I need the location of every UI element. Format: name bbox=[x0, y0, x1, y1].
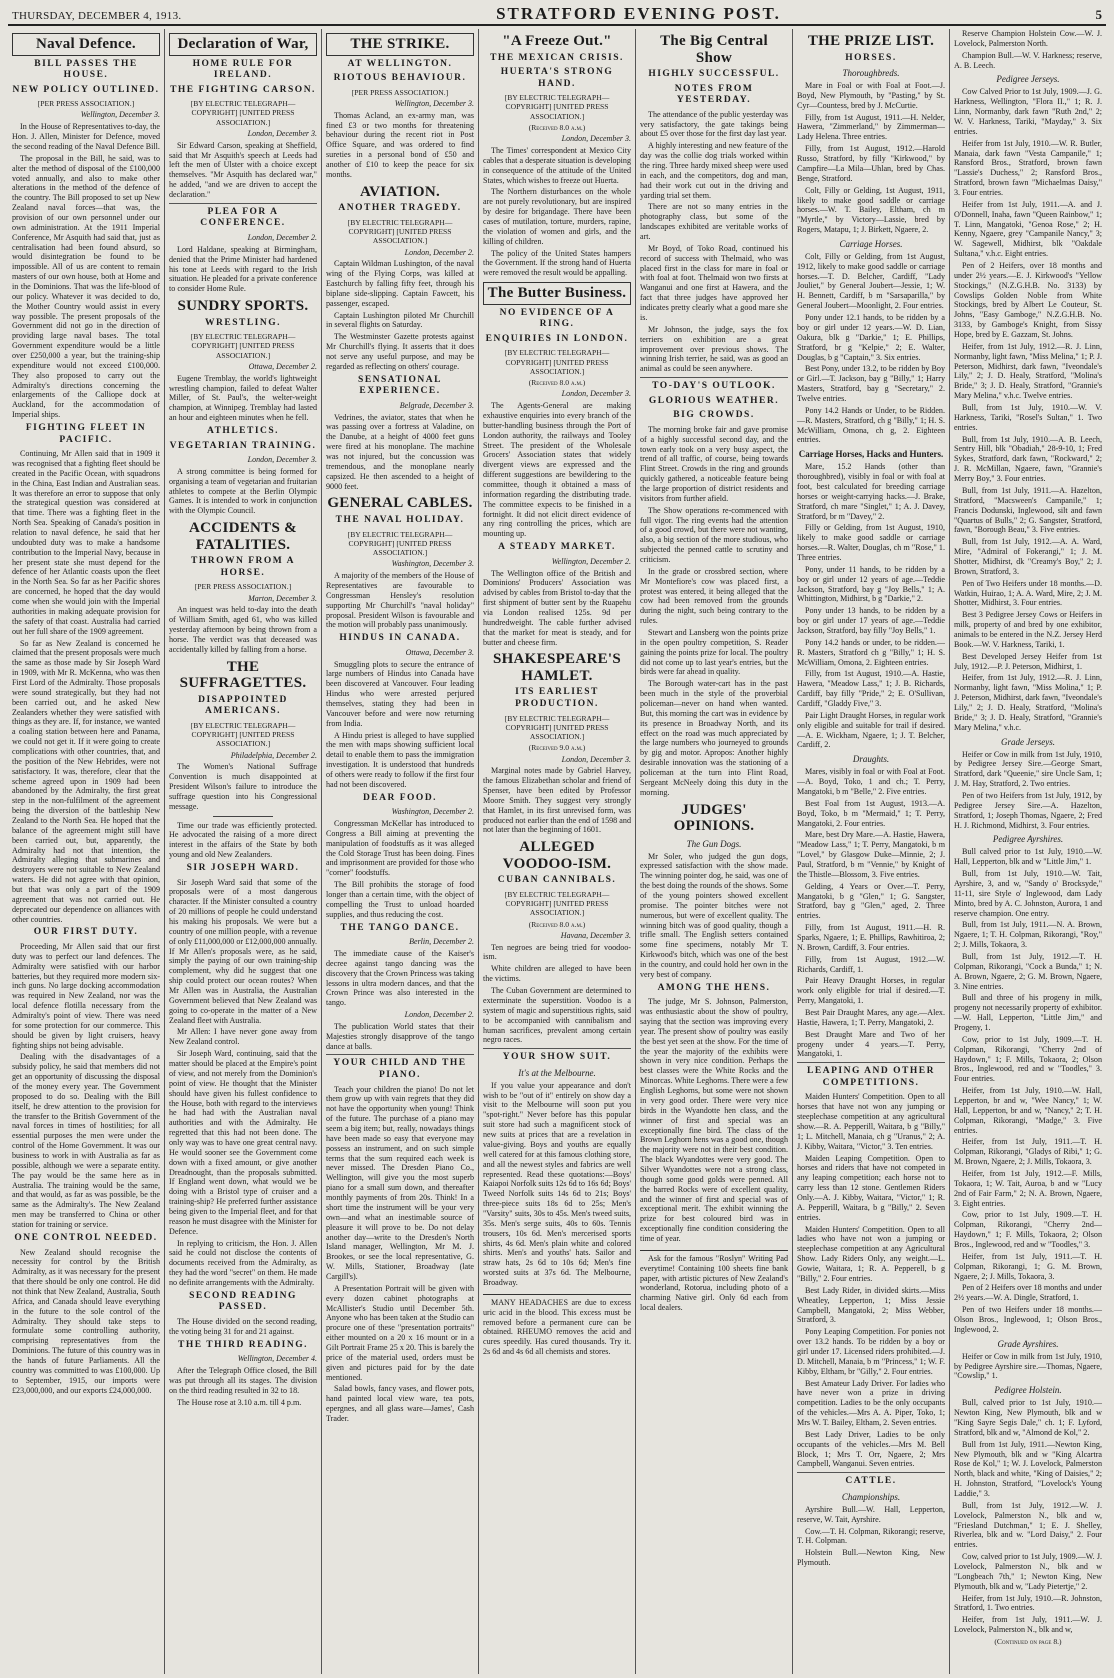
dateline: Washington, December 3. bbox=[391, 559, 474, 569]
class-heading: Carriage Horses, Hacks and Hunters. bbox=[798, 449, 944, 460]
prize-entry: Bull calved prior to 1st July, 1910.—W. Hall, Lepperton, blk and w "Little Jim," 1. bbox=[954, 847, 1102, 867]
section-headline: AVIATION. bbox=[359, 183, 441, 200]
headline: Naval Defence. bbox=[12, 33, 160, 56]
advertisement: Ask for the famous "Roslyn" Writing Pad everytime! Containing 100 sheets fine bank paper, with artistic pictures of New Zealand's wonderland, Rotorua, including photo of a charming Native girl. Only 6d each from local dealers. bbox=[640, 1250, 788, 1313]
section-headline: SUNDRY SPORTS. bbox=[177, 298, 309, 315]
paragraph: Mr Boyd, of Toko Road, continued his record of success with Thelmaid, who was placed first in the class for mare in foal or with foal at foot. Thelmaid won two firsts at Wanganui and one first at Hawera, and the fact that three judges have approved her indicates pretty clearly what a good mare she is. bbox=[640, 243, 788, 322]
subheading: OUR FIRST DUTY. bbox=[33, 927, 139, 938]
paragraph: In the House of Representatives to-day, the Hon. J. Allen, Minister for Defence, moved the second reading of the Naval Defence Bill. bbox=[12, 122, 160, 151]
prize-entry: Heifer from 1st July, 1911.—A. and J. O'Donnell, Inaha, fawn "Queen Rainbow," 1; T. Linn, Mangatoki, "Genoa Rose," 2; H. Kenny, Ngaere, grey "Campanile Nancy," 3; W. Sagewell, Midhirst, blk "Oakdale Sultana," v.h.c. Eight entries. bbox=[954, 199, 1102, 259]
prize-entry: Heifer, from 1st July, 1912.—R. J. Linn, Normanby, light fawn, "Miss Molina," 1; P. J. Peterson, Midhirst, dark fawn, "Iveondale's Lily," 2; J. D. Healy, Stratford, "Molina's Bride," 3; J. D. Healy, Stratford, "Grannie's Mary Melina," v.h.c. bbox=[954, 673, 1102, 732]
prize-entry: Cow, prior to 1st July, 1909.—T. H. Colpman, Rikorangi, "Cherry 2nd of Haydown," 1; F. Mills, Tokaora, 2; Olson Bros., Inglewood, red and w "Toodles," 3. Four entries. bbox=[954, 1034, 1102, 1084]
subheading: ENQUIRIES IN LONDON. bbox=[485, 333, 629, 344]
class-heading: Grade Jerseys. bbox=[1001, 736, 1055, 747]
press-credit: [PER PRESS ASSOCIATION.] bbox=[37, 99, 135, 109]
section-headline: ALLEGED VOODOO-ISM. bbox=[502, 839, 612, 872]
prize-entry: Heifer, from 1st July, 1910.—W. Hall, Lepperton, br and w, "Wee Nancy," 1; W. Hall, Lepperton, br and w, "Nancy," 2; T. H. Colpman, Rikorangi, "Madge," 3. Five entries. bbox=[954, 1086, 1102, 1135]
paragraph: The Show operations re-commenced with full vigor. The ring events had the attention of a good crowd, but there were not wanting, also, a big section of the more studious, who subjected the penned cattle to scrutiny and criticism. bbox=[640, 505, 788, 564]
section-headline: JUDGES' OPINIONS. bbox=[673, 801, 755, 835]
prize-entry: Filly or Gelding, from 1st August, 1910, likely to make good saddle or carriage horses.—R. Walter, Douglas, ch m "Rose," 1. Three entries. bbox=[797, 523, 945, 562]
prize-entry: Heifer from 1st July, 1910.—W. R. Butler, Manaia, dark fawn "Vesta Campanile," 1; Ransford Bros., Stratford, brown fawn "Lassie's Duchess," 2; Ransford Bros., Stratford, brown fawn "Michaelmas Daisy," 3. Four entries. bbox=[954, 138, 1102, 197]
prize-entry: Cow, calved prior to 1st July, 1909.—W. J. Lovelock, Palmerston N., blk and w "Longbeach 7th," 1; Newton King, New Plymouth, blk and w, "Lady Pietertje," 2. bbox=[954, 1552, 1102, 1591]
prize-entry: Bull, calved prior to 1st July, 1910.—Newton King, New Plymouth, blk and w "King Sayre Segis Dale," ch. 1; F. Lyford, Stratford, blk and w, "Almond de Kol," 2. bbox=[954, 1398, 1102, 1437]
prize-entry: Best Pair Draught Mares, any age.—Alex. Hastie, Hawera, 1; T. Perry, Mangatoki, 2. bbox=[797, 1008, 945, 1027]
continued-note: (Continued on page 8.) bbox=[994, 1637, 1062, 1647]
masthead bbox=[8, 4, 1106, 26]
paragraph: Proceeding, Mr Allen said that our first duty was to perfect our land defences. The Admiralty were satisfied with our harbor batteries, but they required more modern six-inch guns. No large docking accommodation was required in New Zealand, nor was the local defence flotilla necessary from the Admiralty's point of view. There was need for some protection for our commerce. This should be given by light cruisers, heavy fighting ships not being advisable. bbox=[12, 942, 160, 1050]
prize-entry: Best Lady Rider, in divided skirts.—Miss Wheatley, Lepperton, 1; Miss Jessie Campbell, Mangatoki, 2; Miss Webber, Stratford, 3. bbox=[797, 1285, 945, 1325]
paragraph: Congressman McKellar has introduced to Congress a Bill aiming at preventing the manipulation of foodstuffs as it was alleged the Cold Storage Trust has been doing. Fines and imprisonment are provided for those who "corner" foodstuffs. bbox=[326, 819, 474, 878]
prize-entry: Bull and three of his progeny in milk, progeny not necessarily property of exhibitor.—W. Hall, Lepperton, "Little Jim," and Progeny, 1. bbox=[954, 993, 1102, 1032]
prize-entry: Ayrshire Bull.—W. Hall, Lepperton, reserve, W. Tait, Ayrshire. bbox=[797, 1504, 945, 1524]
paragraph: New Zealand should recognise the necessity for control by the British Admiralty, as it was necessary for the present that there should be only one control. He did not think that New Zealand, Australia, South Africa, and Canada should leave everything in the future to the sole control of the Admiralty. They should take steps to formulate some controlling authority, comprising representatives from the Dominions. The future of this country was in the hands of future Parliaments. All the country was committed to was £100,000. Up to September, 1915, our imports were £23,000,000, and our exports £24,000,000. bbox=[12, 1247, 160, 1395]
subheading: ONE CONTROL NEEDED. bbox=[14, 1232, 158, 1243]
headline: THE STRIKE. bbox=[326, 33, 474, 56]
subheading: DEAR FOOD. bbox=[362, 792, 438, 803]
prize-entry: Filly, from 1st August, 1911.—H. Nelder, Hawera, "Zimmerland," by Zimmerman—Lady Helena. Three entries. bbox=[797, 112, 945, 142]
paragraph: Thomas Acland, an ex-army man, was fined £3 or two months for threatening behaviour during the recent riot in Post Office Square, and was ordered to find sureties in a personal bond of £50 and another of £10 to keep the peace for six months. bbox=[326, 110, 474, 179]
prize-entry: Best Lady Driver, Ladies to be only occupants of the vehicles.—Mrs M. Bell Block, 1; Mrs T. Orr, Ngaere, 2; Mrs Campbell, Wanganui. Seven entries. bbox=[797, 1429, 945, 1469]
paragraph: The Cuban Government are determined to exterminate the superstition. Voodoo is a system of magic and superstitious rights, said to be accompanied with cannibalism and human sacrifices, prevalent among certain negro races. bbox=[483, 986, 631, 1045]
dateline: Ottawa, December 3. bbox=[405, 647, 474, 657]
prize-entry: Pen of two Heifers from 1st July, 1912, by Pedigree Jersey Sire.—A. Hazelton, Stratford, 1; Joseph Thomas, Ngaere, 2; Fred H. J. Richmond, Midhirst, 3. Four entries. bbox=[954, 790, 1102, 830]
subheading: SIR JOSEPH WARD. bbox=[186, 863, 300, 874]
paragraph: In replying to criticism, the Hon. J. Allen said he could not disclose the contents of documents received from the Admiralty, as they had the word "secret" on them. He made no definite arrangements with the Admiralty. bbox=[169, 1238, 317, 1287]
paragraph: Stewart and Lansberg won the points prize in the open poultry competition, S. Reader gaining the points prize for local. The poultry did not come up to last year's entries, but the birds were far ahead in quality. bbox=[640, 628, 788, 677]
paragraph: In the grade or crossbred section, where Mr Montefiore's cow was placed first, a protest was entered, it being alleged that the cow had been removed from the grounds during the night, such being contrary to the rules. bbox=[640, 566, 788, 626]
prize-entry: Best Developed Jersey Heifer from 1st July, 1912.—P. J. Peterson, Midhirst, 1. bbox=[954, 651, 1102, 671]
prize-entry: Filly, from 1st August, 1910.—A. Hastie, Hawera, "Meadow Lass," 1; J. B. Richards, Cardiff, bay filly "Pride," 2; E. O'Sullivan, Cardiff, "Gladdy Five," 3. bbox=[797, 669, 945, 708]
column-declaration-of-war bbox=[165, 29, 322, 1674]
prize-entry: Pony 14.2 hands or under, to be ridden.—R. Masters, Stratford ch g "Billy," 1; H. S. McWilliam, Omona, 2. Eighteen entries. bbox=[797, 637, 945, 667]
prize-entry: Mare in Foal or with Foal at Foot.—J. Boyd, New Plymouth, by "Pasting," by St. Cyr—Countess, bred by J. McCurtie. bbox=[797, 81, 945, 110]
dateline: Marton, December 3. bbox=[248, 593, 317, 603]
prize-entry: Best Draught Mare and Two of her progeny under 4 years.—T. Perry, Mangatoki, 1. bbox=[797, 1029, 945, 1059]
subheading: THE NAVAL HOLIDAY. bbox=[335, 514, 465, 525]
paragraph: A strong committee is being formed for organising a team of vegetarian and fruitarian athletes to compete at the Berlin Olympic Games. It is intended to work in conjunction with the Olympic Council. bbox=[169, 466, 317, 516]
prize-entry: Mare, 15.2 Hands (other than thoroughbred), visibly in foal or with foal at foot, best calculated for breeding carriage horses or weight-carrying hacks.—J. Brake, Stratford, ch mare "Singlet," 1; A. J. Davey, Stratford, br m "Davey," 2. bbox=[797, 462, 945, 521]
prize-entry: Best 3 Pedigree Jersey Cows or Heifers in milk, property of and bred by one exhibitor, animals to be entered in the N.Z. Jersey Herd Book.—W. V. Harkness, Tariki, 1. bbox=[954, 610, 1102, 649]
paragraph: There are not so many entries in the photography class, but some of the landscapes exhibited are veritable works of art. bbox=[640, 202, 788, 242]
dateline: London, December 3. bbox=[561, 134, 631, 144]
column-freeze-out bbox=[479, 29, 636, 1674]
subheading: LEAPING AND OTHER COMPETITIONS. bbox=[797, 1062, 945, 1089]
dateline: Wellington, December 4. bbox=[237, 1354, 317, 1364]
paragraph: Mr Allen: I have never gone away from New Zealand control. bbox=[169, 1027, 317, 1047]
subheading: NOTES FROM YESTERDAY. bbox=[674, 83, 754, 106]
subheading: THE MEXICAN CRISIS. bbox=[490, 52, 624, 63]
class-heading: Pedigree Ayrshires. bbox=[992, 834, 1064, 845]
subheading: SENSATIONAL EXPERIENCE. bbox=[358, 374, 442, 397]
dateline: Wellington, December 3. bbox=[394, 98, 474, 108]
prize-entry: Bull, from 1st July, 1910.—W. V. Harkness, Tariki, "Rosel's Sultan," 1. Two entries. bbox=[954, 403, 1102, 432]
advertisement: Salad bowls, fancy vases, and flower pots, hand painted local view ware, tea pots, epergnes, and all glass ware—James', Cash Trader. bbox=[326, 1384, 474, 1423]
dateline: Philadelphia, December 2. bbox=[230, 750, 317, 760]
subheading: TO-DAY'S OUTLOOK. bbox=[640, 377, 788, 393]
subheading: PLEA FOR A CONFERENCE. bbox=[169, 203, 317, 230]
advertisement: MANY HEADACHES are due to excess uric acid in the blood. This excess must be removed before a permanent cure can be obtained. RHEUMO removes the acid and cures speedily. Has cured thousands. Try it. 2s 6d and 4s 6d all chemists and stores. bbox=[483, 1294, 631, 1357]
prize-entry: Pair Light Draught Horses, in regular work only eligible and suitable for trail if desired.—A. E. Wickham, Ngaere, 1; J. T. Belcher, Cardiff, 2. bbox=[797, 710, 945, 750]
paragraph: Sir Joseph Ward, continuing, said that the matter should be placed at the Empire's point of view, and not merely from the Dominion's point of view. He thought that the Minister should have given his fullest confidence to the House, both with regard to the interviews he had had with the Australian naval authorities and with the Admiralty. He regretted that this had not been done. The only way was to have one great central navy. He would sooner see the Government come down with a fixed amount, or give another Dreadnought, than the proposals submitted. If England went down, what would we be doing with a Bristol type of cruiser and a training-ship? He preferred further assistance being given to the Imperial fleet, and for that reason he must disagree with the Minister for Defence. bbox=[169, 1049, 317, 1236]
subheading: BIG CROWDS. bbox=[673, 410, 755, 421]
paragraph: The House rose at 3.10 a.m. till 4 p.m. bbox=[177, 1397, 302, 1407]
prize-entry: Pen of Two Heifers under 18 months.—D. Watkin, Huirao, 1; A. A. Ward, Mire, 2; J. M. Shotter, Midhirst, 3. Four entries. bbox=[954, 578, 1102, 608]
press-credit: [BY ELECTRIC TELEGRAPH—COPYRIGHT] [UNITED PRESS ASSOCIATION.] bbox=[190, 720, 296, 749]
paragraph: After the Telegraph Office closed, the Bill was put through all its stages. The division on the third reading resulted in 32 to 18. bbox=[169, 1366, 317, 1395]
press-credit: [BY ELECTRIC TELEGRAPH—COPYRIGHT] [UNITED PRESS ASSOCIATION.] bbox=[504, 93, 610, 121]
subheading: ITS EARLIEST PRODUCTION. bbox=[515, 687, 599, 709]
prize-entry: Heifer, from 1st July, 1911.—T. H. Colpman, Rikorangi, "Gladys of Ribi," 1; G. M. Brown, Ngaere, 2; J. Mills, Tokaora, 3. bbox=[954, 1137, 1102, 1167]
subheading: HUERTA'S STRONG HAND. bbox=[500, 67, 614, 89]
subheading: DISAPPOINTED AMERICANS. bbox=[198, 694, 288, 717]
dateline: London, December 3. bbox=[247, 455, 317, 465]
subheading: ANOTHER TRAGEDY. bbox=[338, 203, 462, 214]
prize-entry: Maiden Hunters' Competition. Open to all horses that have not won any jumping or steeplechase competition at any agricultural show.—R. A. Pepperill, Waitara, b g "Billy," 1; L. Mitchell, Manaia, ch g "Uranus," 2; A. J. Kibby, Waitara, "Victor," 3. Ten entries. bbox=[797, 1092, 945, 1151]
subheading: HORSES. bbox=[845, 52, 897, 63]
subheading: BILL PASSES THE HOUSE. bbox=[34, 58, 138, 81]
prize-entry: Best Foal from 1st August, 1913.—A. Boyd, Toko, b m "Mermaid," 1; T. Perry, Mangatoki, 2. Four entries. bbox=[797, 798, 945, 828]
paragraph: Continuing, Mr Allen said that in 1909 it was recognised that a fighting fleet should be created in the Pacific Ocean, with squadrons in the China, East Indian and Australian seas. It was therefore an error to suppose that only the strategical question was considered at that time. There was a fighting fleet in the North Sea. Speaking of Canada's position in relation to naval defence, he said that her undoubted duty was to make a handsome contribution to the Imperial Navy, because in her present state she must depend for the defence of her Atlantic coasts upon the fleet in the North Sea. So far as her Pacific shores are concerned, he hoped that the day would come when she would join with the Imperial authorities in making adequate provision for the safety of that coast. Australia had carried out her full share of the 1909 agreement. bbox=[12, 449, 160, 636]
paragraph: Lord Haldane, speaking at Birmingham, denied that the Prime Minister had hardened his tone at Leeds with regard to the Irish situation. He pleaded for a private conference to consider Home Rule. bbox=[169, 244, 317, 294]
subheading: THE FIGHTING CARSON. bbox=[170, 84, 316, 95]
subheading: The Gun Dogs. bbox=[686, 838, 742, 849]
prize-entry: Mare, best Dry Mare.—A. Hastie, Hawera, "Meadow Lass," 1; T. Perry, Mangatoki, b m "Lovel," by Glasgow Duke—Minnie, 2; J. Paul, Stratford, b m "Vennie," by Knight of the Thistle—Blossom, 3. Five entries. bbox=[797, 830, 945, 879]
subheading: AT WELLINGTON. bbox=[347, 58, 453, 69]
press-credit: [PER PRESS ASSOCIATION.] bbox=[351, 87, 449, 97]
prize-entry: Holstein Bull.—Newton King, New Plymouth. bbox=[797, 1548, 945, 1568]
received-time: (Received 8.0 a.m.) bbox=[528, 122, 586, 132]
prize-entry: Cow, prior to 1st July, 1909.—T. H. Colpman, Rikorangi, "Cherry 2nd—Haydown," 1; F. Mills, Tokaora, 2; Olson Bros., Inglewood, red and w "Toodles," 3. bbox=[954, 1210, 1102, 1250]
class-heading: Championships. bbox=[841, 1491, 901, 1502]
subheading: It's at the Melbourne. bbox=[518, 1067, 596, 1078]
headline: The Big Central Show bbox=[660, 33, 768, 66]
paragraph: The House divided on the second reading, the voting being 31 for and 21 against. bbox=[169, 1316, 317, 1336]
column-the-strike bbox=[322, 29, 479, 1674]
press-credit: [BY ELECTRIC TELEGRAPH—COPYRIGHT] [UNITED PRESS ASSOCIATION.] bbox=[347, 529, 453, 558]
prize-entry: Pen of 2 Heifers over 18 months and under 2½ years.—W. A. Dingle, Stratford, 1. bbox=[954, 1283, 1102, 1303]
prize-entry: Bull from 1st July, 1911.—Newton King, New Plymouth, blk and w "King Alcartra Rose de Kol," 1; W. J. Lovelock, Palmerston North, black and white, "King of Daisies," 2; H. Johnston, Stratford, "Lovelock's Young Laddie," 3. bbox=[954, 1439, 1102, 1498]
dateline: London, December 2. bbox=[247, 233, 317, 243]
prize-entry: Heifer, from 1st July, 1912.—R. J. Linn, Normanby, light fawn, "Miss Melina," 1; P. J. Peterson, Midhirst, dark fawn, "Iveondale's Lily," 2; J. D. Healy, Stratford, "Molina's Bride," 3; J. D. Healy, Stratford, "Grannie's Mary Melina," v.h.c. Twelve entries. bbox=[954, 341, 1102, 401]
prize-entry: Filly, from 1st August, 1912.—W. Richards, Cardiff, 1. bbox=[797, 954, 945, 974]
paragraph: The attendance of the public yesterday was very satisfactory, the gate takings being about £5 over those for the first day last year. bbox=[640, 109, 788, 139]
prize-entry: Bull, from 1st July, 1910.—W. Tait, Ayrshire, 3, and w, "Sandy o' Brocksyde," 11-11, sire Style o' Inglewood, dam Lady Minto, bred by A. C. Johnston, Aurora, 1 and reserve champion. One entry. bbox=[954, 869, 1102, 918]
prize-entry: Heifer or Cow in milk from 1st July, 1910, by Pedigree Ayrshire sire.—Thomas, Ngaere, "Cowslip," 1. bbox=[954, 1351, 1102, 1381]
prize-entry: Bull, from 1st July, 1911.—N. A. Brown, Ngaere, 1; T. H. Colpman, Rikorangi, "Roy," 2; J. Mills, Tokaora, 3. bbox=[954, 920, 1102, 950]
received-time: (Received 8.0 a.m.) bbox=[528, 919, 586, 929]
paragraph: Captain Wildman Lushington, of the naval wing of the Flying Corps, was killed at Eastchurch by falling fifty feet, through his biplane side-slipping. Captain Fawcett, his passenger, escaped. bbox=[326, 259, 474, 308]
paragraph: Sir Joseph Ward said that some of the proposals were of a most dangerous character. If the Minister consulted a country of 20 millions of people he could understand his making his proposals. We were but a country of one million people, with a revenue of only £11,000,000 or £12,000,000 annually. If Mr Allen's proposals were, as he said, simply the paying of our own training-ship complement, why did he suggest that one ship could protect our ocean routes? When Mr Allen was in Australia, the Australian Government believed that New Zealand was going to co-operate in the matter of a New Zealand fleet with Australia. bbox=[169, 877, 317, 1025]
dateline: Berlin, December 2. bbox=[409, 937, 474, 947]
dateline: London, December 3. bbox=[561, 754, 631, 764]
dateline: Belgrade, December 3. bbox=[399, 400, 474, 410]
section-headline: ACCIDENTS & FATALITIES. bbox=[189, 520, 297, 553]
paragraph: The Times' correspondent at Mexico City cables that a desperate situation is developing in consequence of the attitude of the United States, which wishes to freeze out Huerta. bbox=[483, 145, 631, 185]
paragraph: The Borough water-cart has in the past been much in the style of the proverbial policeman—never on hand when wanted. But, this morning the cart was in evidence by its presence in Broadway North, and its effect on the road was much appreciated by the large numbers who journeyed to grounds by gig and motor. Apropos: Another highly desirable innovation was the stationing of a policeman at the turn into Flint Road, Sergeant McNeely doing this duty in the morning. bbox=[640, 679, 788, 797]
prize-entry: Best Pony, under 13.2, to be ridden by Boy or Girl.—T. Jackson, bay g "Billy," 1; Harry Masters, Stratford, bay g "Secretary," 2. Twelve entries. bbox=[797, 364, 945, 403]
columns bbox=[8, 29, 1106, 1674]
subheading: FIGHTING FLEET IN PACIFIC. bbox=[25, 423, 147, 445]
advertisement: A Presentation Portrait will be given with every dozen cabinet photographs at McAllister's Studio until December 5th. Anyone who has been taken at the Studio can procure one of these "presentation portraits" either mounted on a 20 x 16 mount or in a Gilt Portrait Frame 25 x 20. This is barely the price of the material used, orders must be given and pictures paid for by the date mentioned. bbox=[326, 1283, 474, 1382]
paragraph: A highly interesting and new feature of the day was the collie dog trials worked within the ring. Three hardy mixed sheep were used in each, and the competitors, dog and man, had their work cut out in the driving and yarding trial set them. bbox=[640, 141, 788, 200]
subheading: THE TANGO DANCE. bbox=[340, 922, 460, 933]
prize-entry: Cow.—T. H. Colpman, Rikorangi; reserve, T. H. Colpman. bbox=[797, 1526, 945, 1546]
section-headline: GENERAL CABLES. bbox=[327, 495, 473, 512]
paragraph: Time our trade was efficiently protected. He advocated the raising of a more direct interest in the affairs of the State by both young and old New Zealanders. bbox=[169, 820, 317, 860]
press-credit: [BY ELECTRIC TELEGRAPH—COPYRIGHT] [UNITED PRESS ASSOCIATION.] bbox=[190, 99, 296, 127]
prize-entry: Bull, from 1st July, 1912.—A. A. Ward, Mire, "Admiral of Fokerangi," 1; J. M. Shotter, Midhirst, dk "Creamy's Boy," 2; J. Brown, Stratford, 3. bbox=[954, 537, 1102, 576]
prize-entry: Colt, Filly or Gelding, from 1st August, 1912, likely to make good saddle or carriage horses.—T. D. Belcher, Cardiff, "Lady Jouliet," by General Joubert—Jessie, 1; W. H. Bennett, Cardiff, b m "Sarsaparilla," by General Joubert—Moonlight, 2. Four entries. bbox=[797, 251, 945, 311]
subheading: CUBAN CANNIBALS. bbox=[497, 875, 617, 886]
prize-entry: Maiden Leaping Competition. Open to horses and riders that have not competed in any leaping competition; each horse not to carry less than 12 stone. Gentlemen Riders Only.—A. J. Kibby, Waitara, "Victor," 1; R. A. Pepperill, Waitara, b g "Billy," 2. Seven entries. bbox=[797, 1153, 945, 1222]
subheading: NO EVIDENCE OF A RING. bbox=[499, 307, 615, 330]
prize-entry: Pen of 2 Heifers, over 18 months and under 2½ years.—E. J. Kirkwood's "Yellow Stockings," (N.Z.G.H.B. No. 3133) by Cowslips Golden Noble from White Stockings, bred by Albert Le Couteur, St. Johns, "Easy Gamboge," N.Z.G.H.B. No. 3133, by Gamboge's Knight, from Sissy Hope, bred by E. Gazzam, St. Johns. bbox=[954, 261, 1102, 340]
subheading: GLORIOUS WEATHER. bbox=[648, 395, 780, 406]
press-credit: [BY ELECTRIC TELEGRAPH—COPYRIGHT] [UNITED PRESS ASSOCIATION.] bbox=[504, 713, 610, 742]
prize-entry: Pony 14.2 Hands or Under, to be Ridden.—R. Masters, Stratford, ch g "Billy," 1; H. S. McWilliam, Omona, ch g, 2. Eighteen entries. bbox=[797, 405, 945, 445]
paragraph: Marginal notes made by Gabriel Harvey, the famous Elizabethan scholar and friend of Spenser, have been edited by Professor Moore Smith. They suggest very strongly that Hamlet, in its first unrevised form, was produced not earlier than the end of 1598 and not later than the beginning of 1601. bbox=[483, 766, 631, 835]
prize-entry: Mares, visibly in foal or with Foal at Foot.—A. Boyd, Toko, 1 and ch.; T. Perry, Mangatoki, b m "Belle," 2. Five entries. bbox=[797, 767, 945, 796]
paragraph: White children are alleged to have been the victims. bbox=[483, 964, 631, 984]
prize-entry: Pony, under 11 hands, to be ridden by a boy or girl under 12 years of age.—Teddie Jackson, Stratford, bay g "Joy Bells," 1; A. Whittington, Midhirst, b g "Darkie," 2. bbox=[797, 564, 945, 604]
section-headline: The Butter Business. bbox=[483, 282, 631, 305]
subheading: VEGETARIAN TRAINING. bbox=[169, 440, 317, 451]
paragraph: The Women's National Suffrage Convention is much disappointed at President Wilson's failure to introduce the suffrage question into his Congressional message. bbox=[169, 762, 317, 811]
page-number: 5 bbox=[1095, 7, 1102, 22]
paragraph: Ten negroes are being tried for voodoo-ism. bbox=[483, 942, 631, 962]
dateline: Havana, December 3. bbox=[560, 930, 631, 940]
section-headline: SHAKESPEARE'S HAMLET. bbox=[492, 651, 622, 684]
prize-entry: Filly, from 1st August, 1911.—H. R. Sparks, Ngaere, 1; E. Phillips, Rawhitiroa, 2; N. Brown, Cardiff, 3. Four entries. bbox=[797, 923, 945, 952]
paragraph: The Bill prohibits the storage of food longer than a certain time, with the object of compelling the Trust to unload hoarded supplies, and thus reducing the cost. bbox=[326, 880, 474, 919]
paragraph: The policy of the United States hampers the Government. If the strong hand of Huerta were removed the result would be appalling. bbox=[483, 248, 631, 278]
subheading: YOUR CHILD AND THE PIANO. bbox=[326, 1054, 474, 1081]
prize-entry: Bull, from 1st July, 1912.—T. H. Colpman, Rikorangi, "Cock a Bunda," 1; N. A. Brown, Ngaere, 2; G. M. Brown, Ngaere, 3. Nine entries. bbox=[954, 951, 1102, 991]
class-heading: Grade Ayrshires. bbox=[997, 1338, 1059, 1349]
paragraph: The proposal in the Bill, he said, was to alter the method of disposal of the £100,000 voted annually, and also to make other alterations in the method of the defence of the country. The Bill proposed to set up New Zealand naval forces—that was, the provision of our own personnel under our own administration. At the 1911 Imperial Conference, Mr Asquith had said that, just as centralisation had been found absurd, so would disintegration be found to be impossible. All of us are content to remain masters of our own house, both at Home and in the Dominions. That was the life-blood of our policy. Whatever it was decided to do, the Mother Country would assist in every way possible. The present proposals of the Government did not go in the direction of providing large naval bases. The total Government expenditure would be a little over £250,000 a year, but the training-ship expenditure would not exceed £100,000. They also proposed to carry out the Admiralty's directions concerning the enlargements of the Calliope dock at Auckland, for the accommodation of Imperial ships. bbox=[12, 153, 160, 420]
paragraph: Mr Johnson, the judge, says the fox terriers on exhibition are a great improvement over previous shows. The winning Irish terrier, he said, was as good an animal as could be seen anywhere. bbox=[640, 324, 788, 374]
column-prize-list bbox=[793, 29, 950, 1674]
subheading: ATHLETICS. bbox=[206, 425, 280, 436]
paragraph: Vedrines, the aviator, states that when he was passing over a fortress at Valadine, on the Danube, at a height of 4000 feet guns were fired at his monoplane. The machine was not injured, but the concussion was tremendous, and the monoplane nearly capsized. He then ascended to a height of 9000 feet. bbox=[326, 412, 474, 491]
paragraph: The immediate cause of the Kaiser's decree against tango dancing was the discovery that the Crown Princess was taking lessons in ultra modern dances, and that the Crown Prince was also interested in the tango. bbox=[326, 948, 474, 1008]
prize-entry: Bull, from 1st July, 1911.—A. Hazelton, Stratford, "Macsween's Campanile," 1; Francis Dodunski, Inglewood, silt and fawn "Quartus of Bulls," 2; G. Sangster, Stratford, fawn, "Borough Beau," 3. Five entries. bbox=[954, 485, 1102, 535]
paragraph: The Wellington office of the British and Dominions' Producers' Association was advised by cables from Bristol to-day that the first shipment of butter sent by the Ruapehu via London realised 125s. 9d per hundredweight. The cable further advised that the market for meat is steady, and for butter and cheese firm. bbox=[483, 568, 631, 647]
paragraph: The Agents-General are making exhaustive enquiries into every branch of the butter-handling business through the Port of London authority, the railways and Tooley Street. The president of the Wholesale Grocers' Association states that widely divergent views are expressed and the different suggestions are bewildering to the committee, though it obtained a mass of information regarding the distributing trade. The committee expects to be finished in a fortnight. It did not elicit direct evidence of any ring controlling the prices, which are mounting up. bbox=[483, 401, 631, 539]
class-heading: Draughts. bbox=[852, 754, 890, 765]
subheading: AMONG THE HENS. bbox=[657, 982, 771, 993]
prize-entry: Bull, from 1st July, 1910.—A. B. Leech, Sentry Hill, blk "Obadiah," 28-9-10, 1; Fred Sykes, Stratford, dark fawn, "Rockward," 2; J. R. McMillan, Ngaere, fawn, "Grannie's Merry Boy," 3. Four entries. bbox=[954, 434, 1102, 484]
headline: THE PRIZE LIST. bbox=[807, 33, 935, 49]
paragraph: An inquest was held to-day into the death of William Smith, aged 61, who was killed yesterday afternoon by being thrown from a horse. The verdict was that deceased was accidentally killed by falling from a horse. bbox=[169, 605, 317, 654]
prize-entry: Pair Heavy Draught Horses, in regular work only eligible for trial if desired.—T. Perry, Mangatoki, 1. bbox=[797, 976, 945, 1006]
received-time: (Received 9.0 a.m.) bbox=[528, 743, 586, 753]
newspaper-title: STRATFORD EVENING POST. bbox=[496, 4, 781, 23]
paragraph: So far as New Zealand is concerned he claimed that the present proposals were much the same as those made by Sir Joseph Ward in 1909, with Mr R. McKenna, who was then First Lord of the Admiralty. Those proposals were sound strategically, but they had not been carried out, and he asked New Zealanders whether they were satisfied with things as they are. If, for instance, we wanted a coaling station between here and Panama, we could not get it. If it were going to create complications with other countries, that, and the position of the New Hebrides, were not satisfactory. It was, therefore, clear that the scheme agreed upon in 1909 had been abandoned by the Admiralty, the first great step in the non-fulfilment of the agreement being the diversion of the battleship New Zealand to the North Sea. He hoped that the balance of the agreement might still have been carried out, but, apparently, the Admiralty had not that intention, the Admiralty alleging that submarines and destroyers were not suitable to New Zealand waters. He did not agree with that opinion, but that was only a part of the 1909 agreement that was not carried out. He deprecated our dependence on alliances with other countries. bbox=[12, 638, 160, 924]
class-heading: Pedigree Holstein. bbox=[994, 1385, 1062, 1396]
dateline: London, December 3. bbox=[247, 128, 317, 138]
dateline: London, December 2. bbox=[404, 1010, 474, 1020]
prize-entry: Heifer, from 1st July, 1911.—T. H. Colpman, Rikorangi, 1; G. M. Brown, Ngaere, 2; J. Mills, Tokaora, 3. bbox=[954, 1251, 1102, 1281]
prize-entry: Pony under 13 hands, to be ridden by a boy or girl under 17 years of age.—Teddie Jackson, Stratford, bay filly "Joy Bells," 1. bbox=[797, 606, 945, 635]
prize-entry: Heifer or Cow in milk from 1st July, 1910, by Pedigree Jersey Sire.—George Smart, Stratford, dark "Queenie," sire Uncle Sam, 1; J. M. Hay, Stratford, 2. Two entries. bbox=[954, 749, 1102, 789]
class-heading: Carriage Horses. bbox=[839, 238, 903, 249]
dateline: Washington, December 2. bbox=[391, 807, 474, 817]
section-headline: THE SUFFRAGETTES. bbox=[179, 658, 307, 692]
press-credit: [BY ELECTRIC TELEGRAPH—COPYRIGHT] [UNITED PRESS ASSOCIATION.] bbox=[504, 889, 610, 918]
subheading: CATTLE. bbox=[797, 1472, 945, 1488]
paragraph: The judge, Mr S. Johnson, Palmerston, was enthusiastic about the show of poultry, saying that the section was improving every year. The present show of poultry was easily the best yet seen at the show. For the time of the year the majority of the exhibits were shown in very nice condition. Perhaps the best classes were the White Rocks and the Minorcas. White Leghorns. There were a few English Leghorns, but some were not shown in very good order. There were very nice birds in the Wyandotte hen class, and the winner of first and special was an exceptionally fine bird. The class of the Brown Leghorn hens was a good one, though the majority were not in their best condition. The black Wyandottes were very good. The Silver Wyandottes were not a strong class, though some good golds were penned. All the barred Rocks were of excellent quality, and the winner of first and special was of exceptional merit. The exhibit winning the prize for best coloured bird was in exceptionally fine condition considering the time of year. bbox=[640, 997, 788, 1243]
issue-date: THURSDAY, DECEMBER 4, 1913. bbox=[12, 10, 182, 22]
prize-entry: Best Amateur Lady Driver. For ladies who have never won a prize in driving competition. Ladies to be the only occupants of the vehicles.—Mrs A. A. Piper, Toko, 1; Mrs W. T. Bailey, Eltham, 2. Seven entries. bbox=[797, 1378, 945, 1427]
dateline: London, December 2. bbox=[404, 247, 474, 257]
paragraph: The publication World states that their Majesties strongly disapprove of the tango dance at balls. bbox=[326, 1021, 474, 1051]
prize-entry: Colt, Filly or Gelding, 1st August, 1911, likely to make good saddle or carriage horses.—W. T. Bailey, Eltham, ch m "Myrtle," by Victory—Lassie, bred by Rogers, Matapu, 1; J. Birkett, Ngaere, 2. bbox=[797, 185, 945, 235]
class-heading: Thoroughbreds. bbox=[842, 68, 900, 79]
press-credit: [BY ELECTRIC TELEGRAPH—COPYRIGHT] [UNITED PRESS ASSOCIATION.] bbox=[347, 217, 453, 246]
prize-entry: Cow Calved Prior to 1st July, 1909.—J. G. Harkness, Wellington, "Flora II.," 1; R. J. Linn, Normanby, dark fawn "Ruth 2nd," 2; W. V. Harkness, Tariki, "Mayday," 3. Six entries. bbox=[954, 87, 1102, 136]
subheading: THE THIRD READING. bbox=[177, 1339, 309, 1350]
column-naval-defence bbox=[8, 29, 165, 1674]
paragraph: Sir Edward Carson, speaking at Sheffield, said that Mr Asquith's speech at Leeds had left the men of Ulster with a choice except themselves. "Mr Asquith has declared war," he added, "and we are driven to accept the declaration." bbox=[169, 140, 317, 200]
press-credit: [BY ELECTRIC TELEGRAPH—COPYRIGHT] [UNITED PRESS ASSOCIATION.] bbox=[190, 332, 296, 360]
paragraph: Dealing with the disadvantages of a subsidy policy, he said that members did not get an opportunity of discussing the disposal of the money every year. The Government proposed to do so. Dealing with the Bill itself, he drew attention to the provision for the transfer to the British Government of the naval forces in times of hostilities; for all essential purposes the men were under the control of the Home Government. It was our business to work in with Australia as far as possible, although we were a separate entity. The pay would be the same here as in Australia. The training would be the same, and that would, as far as was possible, be the same as the Admiralty's. The New Zealand men may be transferred to China or other station for training or service. bbox=[12, 1052, 160, 1230]
subheading: WRESTLING. bbox=[205, 317, 281, 328]
prize-entry: Filly, from 1st August, 1912.—Harold Russo, Stratford, by filly "Kirkwood," by Campfire—La Mila—Uhlan, bred by Chas. Benge, Stratford. bbox=[797, 144, 945, 183]
paragraph: The morning broke fair and gave promise of a highly successful second day, and the town early took on a very busy aspect, the trend of all traffic, of course, being towards Flint Street. Crowds in the ring and grounds quickly gathered, a noticeable feature being the large proportion of district residents and visitors from further afield. bbox=[640, 424, 788, 503]
subheading: RIOTOUS BEHAVIOUR. bbox=[333, 73, 467, 84]
paragraph: Captain Lushington piloted Mr Churchill in several flights on Saturday. bbox=[326, 310, 474, 330]
subheading: THROWN FROM A HORSE. bbox=[191, 556, 295, 578]
prize-entry: Pen of two Heifers under 18 months.—Olson Bros., Inglewood, 1; Olson Bros., Inglewood, 2. bbox=[954, 1305, 1102, 1334]
received-time: (Received 8.0 a.m.) bbox=[528, 378, 586, 388]
prize-entry: Heifer, from 1st July, 1911.—W. J. Lovelock, Palmerston N., blk and w, bbox=[954, 1615, 1102, 1635]
subheading: HINDUS IN CANADA. bbox=[339, 633, 461, 644]
column-central-show bbox=[636, 29, 793, 1674]
prize-entry: Pony Leaping Competition. For ponies not over 13.2 hands. To be ridden by a boy or girl under 17. Licensed riders prohibited.—J. D. Mitchell, Manaia, b m "Princess," 1; W. F. Kibby, Eltham, br "Gilly," 2. Four entries. bbox=[797, 1327, 945, 1376]
prize-entry: Heifer, from 1st July, 1912.—F. Mills, Tokaora, 1; W. Tait, Auroa, b and w "Lucy 2nd of Fair Farm," 2; N. A. Brown, Ngaere, 3. Eight entries. bbox=[954, 1169, 1102, 1208]
dateline: London, December 3. bbox=[561, 389, 631, 399]
advertisement: If you value your appearance and don't wish to be "out of it" entirely on show day a visit to the Melbourne will soon put you "spot-right." Never before has this popular suit store had such a magnificent stock of new suits at prices that are a revelation in value-giving. Boys and youths are equally well catered for at this famous clothing store, and all the newest styles and fabrics are well represented. Read these quotations:—Boys' Kaiapoi Norfolk suits 12s 6d to 16s 6d; Boys' Tweed Norfolk suits 14s 6d to 21s; Boys' three-piece suits 18s 6d to 25s; Men's "Varsity" suits, 30s to 45s. Men's tweed suits, 35s. Men's serge suits, 40s to 60s. Tennis trousers, 10s 6d. Men's mercerised sports shirts, 4s 6d. Men's plain white and colored shirts. Men's and youths' hats. Sailor and straw hats, 2s 6d to 10s 6d; Men's fine worsted suits at 37s 6d. The Melbourne, Broadway. bbox=[483, 1080, 631, 1287]
paragraph: A majority of the members of the House of Representatives are favourable to Congressman Hensley's resolution supporting Mr Churchill's "naval holiday" proposal. President Wilson is favourable and the motion will probably pass unanimously. bbox=[326, 571, 474, 630]
prize-entry: Bull, from 1st July, 1912.—W. J. Lovelock, Palmerston N., blk and w, "Friesland Dutchman," 1; E. J. Shelley, Riverlea, blk and w. "Lord Daisy," 2. Four entries. bbox=[954, 1500, 1102, 1550]
dateline: Wellington, December 3. bbox=[80, 110, 160, 120]
press-credit: [PER PRESS ASSOCIATION.] bbox=[194, 582, 292, 592]
dateline: Wellington, December 2. bbox=[551, 556, 631, 566]
paragraph: The Westminster Gazette protests against Mr Churchill's flying. It asserts that it does not serve any useful purpose, and may be regarded as reflecting on others' courage. bbox=[326, 332, 474, 371]
prize-entry: Heifer, from 1st July, 1910.—R. Johnston, Stratford, 1. Two entries. bbox=[954, 1593, 1102, 1613]
press-credit: [BY ELECTRIC TELEGRAPH—COPYRIGHT] [UNITED PRESS ASSOCIATION.] bbox=[504, 348, 610, 376]
prize-entry: Gelding, 4 Years or Over.—T. Perry, Mangatoki, b g "Glen," 1; G. Sangster, Stratford, bay g "Glen," aged, 2. Three entries. bbox=[797, 881, 945, 921]
prize-entry: Reserve Champion Holstein Cow.—W. J. Lovelock, Palmerston North. bbox=[954, 29, 1102, 48]
headline: "A Freeze Out." bbox=[502, 33, 612, 49]
subheading: SECOND READING PASSED. bbox=[189, 1290, 297, 1313]
class-heading: Pedigree Jerseys. bbox=[996, 74, 1060, 85]
prize-entry: Pony under 12.1 hands, to be ridden by a boy or girl under 12 years.—W. D. Lian, Oakura, blk g "Darkie," 1; E. Phillips, Stratford, br g "Kelpie," 2; E. Walter, Douglas, b g "Captain," 3. Six entries. bbox=[797, 313, 945, 362]
subheading: NEW POLICY OUTLINED. bbox=[12, 84, 160, 95]
prize-entry: Champion Bull.—W. V. Harkness; reserve, A. B. Leech. bbox=[954, 50, 1102, 70]
paragraph: The Northern disturbances on the whole are not purely revolutionary, but are inspired by desire for brigandage. There have been cases of mutilation, torture, murders, rapine, the violation of women and girls, and the killing of children. bbox=[483, 187, 631, 246]
subheading: HIGHLY SUCCESSFUL. bbox=[648, 69, 780, 79]
headline: Declaration of War, bbox=[169, 33, 317, 56]
paragraph: Eugene Tremblay, the world's lightweight wrestling champion, failed to defeat Walter Miller, of St. Paul's, the welter-weight champion, at Winnipeg. Tremblay had lasted an hour and eighteen minutes when he fell. bbox=[169, 373, 317, 423]
dateline: Ottawa, December 2. bbox=[248, 361, 317, 371]
column-prize-list-continued bbox=[950, 29, 1106, 1674]
advertisement: Teach your children the piano! Do not let them grow up with vain regrets that they did not have the opportunity when young! Think of the future. The purchase of a piano may seem a big item; but, really, nowadays things have been made so easy that everyone may possess an instrument, and on such simple terms that the sum required each week is never missed. The Dresden Piano Co., Wellington, will give you the most superb piano for a small sum down, and thereafter monthly payments of from 20s. Think! In a short time the instrument will be your very own—and what an inestimable source of pleasure it will prove to be. Do not delay another day—write to the Dresden's North Island manager, Wellington, Mr M. J. Brookes, or see the local representative, G. W. Mills, Stationer, Broadway (late Cargill's). bbox=[326, 1084, 474, 1281]
paragraph: A Hindu priest is alleged to have supplied the men with maps showing sufficient local detail to enable them to pass the immigration investigation. It is understood that hundreds of others were ready to follow if the first four had not been discovered. bbox=[326, 730, 474, 789]
subheading: YOUR SHOW SUIT. bbox=[483, 1048, 631, 1064]
subheading: HOME RULE FOR IRELAND. bbox=[192, 58, 294, 81]
paragraph: Mr Soler, who judged the gun dogs, expressed satisfaction with the show made. The winning pointer dog, he said, was one of the best doing the rounds of the shows. Some of the young pointers showed excellent promise. The pointer bitches were not numerous, but were of excellent quality. The winning bitch was of good quality, though a trifle small. The English setters contained some fine specimens, notably Mr T. Kirkwood's bitch, which was one of the best in the country, and could hold her own in the very best of company. bbox=[640, 851, 788, 979]
divider bbox=[213, 816, 272, 817]
paragraph: Smuggling plots to secure the entrance of large numbers of Hindus into Canada have been discovered at Vancouver. Four leading Hindus who were arrested perjured themselves, stating they had been in Vancouver before and were now returning from India. bbox=[326, 659, 474, 728]
subheading: A STEADY MARKET. bbox=[498, 542, 616, 553]
prize-entry: Maiden Hunters' Competition. Open to all ladies who have not won a jumping or steeplechase competition at any Agricultural Show. Lady Riders Only, any weight.—L. Gowie, Waitara, 1; R. A. Pepperell, b g "Billy," 2. Four entries. bbox=[797, 1224, 945, 1283]
